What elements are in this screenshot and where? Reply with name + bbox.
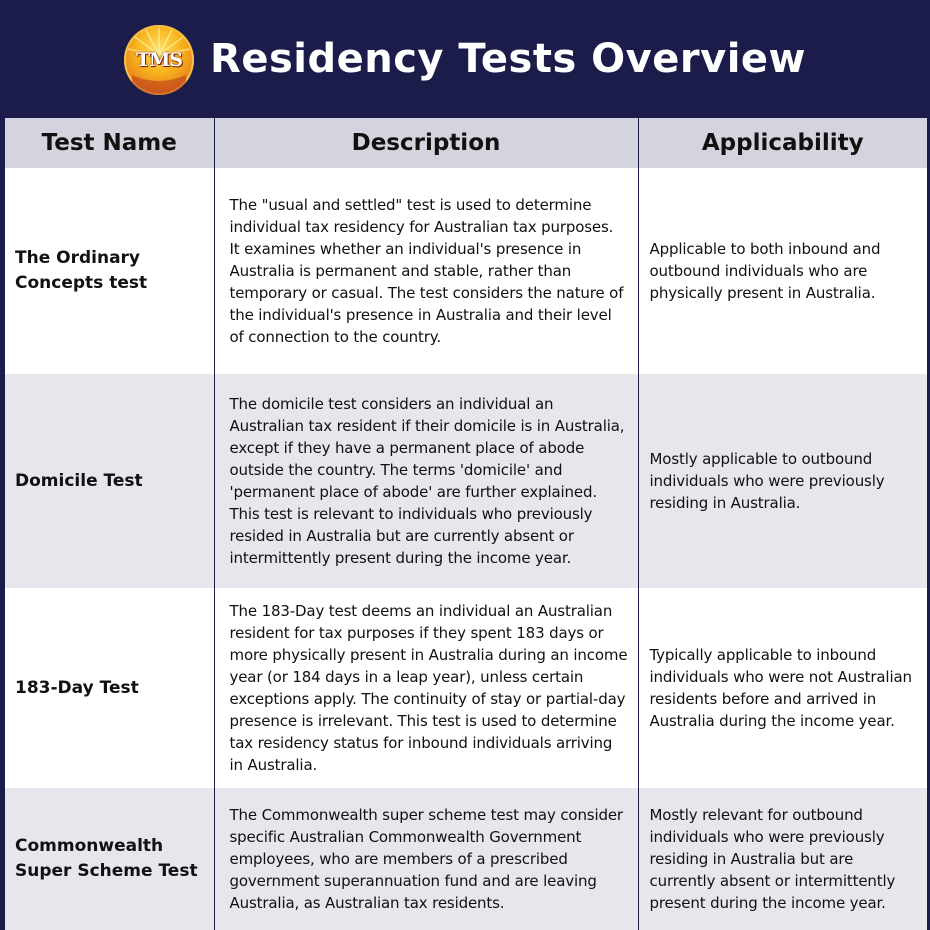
description-cell: The Commonwealth super scheme test may consider specific Australian Commonwealth Government employees, who are members of a prescribed government superannuation fund and are leaving Australia, as Australian tax residents. — [214, 788, 638, 930]
residency-tests-table — [5, 118, 927, 930]
table-row — [5, 588, 927, 788]
page-title: Residency Tests Overview — [210, 36, 806, 82]
table-row — [5, 374, 927, 588]
description-cell: The domicile test considers an individual an Australian tax resident if their domicile is in Australia, except if they have a permanent place of abode outside the country. The terms 'domicile' and 'permanent place of abode' are further explained. This test is relevant to individuals who previously resided in Australia but are currently absent or intermittently present during the income year. — [214, 374, 638, 588]
applicability-cell: Typically applicable to inbound individuals who were not Australian residents before and arrived in Australia during the income year. — [638, 588, 927, 788]
table-header-row — [5, 118, 927, 168]
page-header — [0, 0, 930, 118]
tms-sun-logo-icon — [124, 25, 194, 95]
applicability-cell: Mostly relevant for outbound individuals who were previously residing in Australia but are currently absent or intermittently present during the income year. — [638, 788, 927, 930]
test-name-cell: The Ordinary Concepts test — [5, 168, 214, 374]
table-row — [5, 168, 927, 374]
column-header-test-name: Test Name — [5, 118, 214, 168]
column-header-description: Description — [214, 118, 638, 168]
description-cell: The "usual and settled" test is used to determine individual tax residency for Australian tax purposes. It examines whether an individual's presence in Australia is permanent and stable, rather than temporary or casual. The test considers the nature of the individual's presence in Australia and their level of connection to the country. — [214, 168, 638, 374]
logo-text: TMS — [136, 49, 182, 71]
test-name-cell: Commonwealth Super Scheme Test — [5, 788, 214, 930]
test-name-cell: 183-Day Test — [5, 588, 214, 788]
applicability-cell: Mostly applicable to outbound individuals who were previously residing in Australia. — [638, 374, 927, 588]
column-header-applicability: Applicability — [638, 118, 927, 168]
test-name-cell: Domicile Test — [5, 374, 214, 588]
description-cell: The 183-Day test deems an individual an Australian resident for tax purposes if they spent 183 days or more physically present in Australia during an income year (or 184 days in a leap year), unless certain exceptions apply. The continuity of stay or partial-day presence is irrelevant. This test is used to determine tax residency status for inbound individuals arriving in Australia. — [214, 588, 638, 788]
table-row — [5, 788, 927, 930]
applicability-cell: Applicable to both inbound and outbound individuals who are physically present in Australia. — [638, 168, 927, 374]
